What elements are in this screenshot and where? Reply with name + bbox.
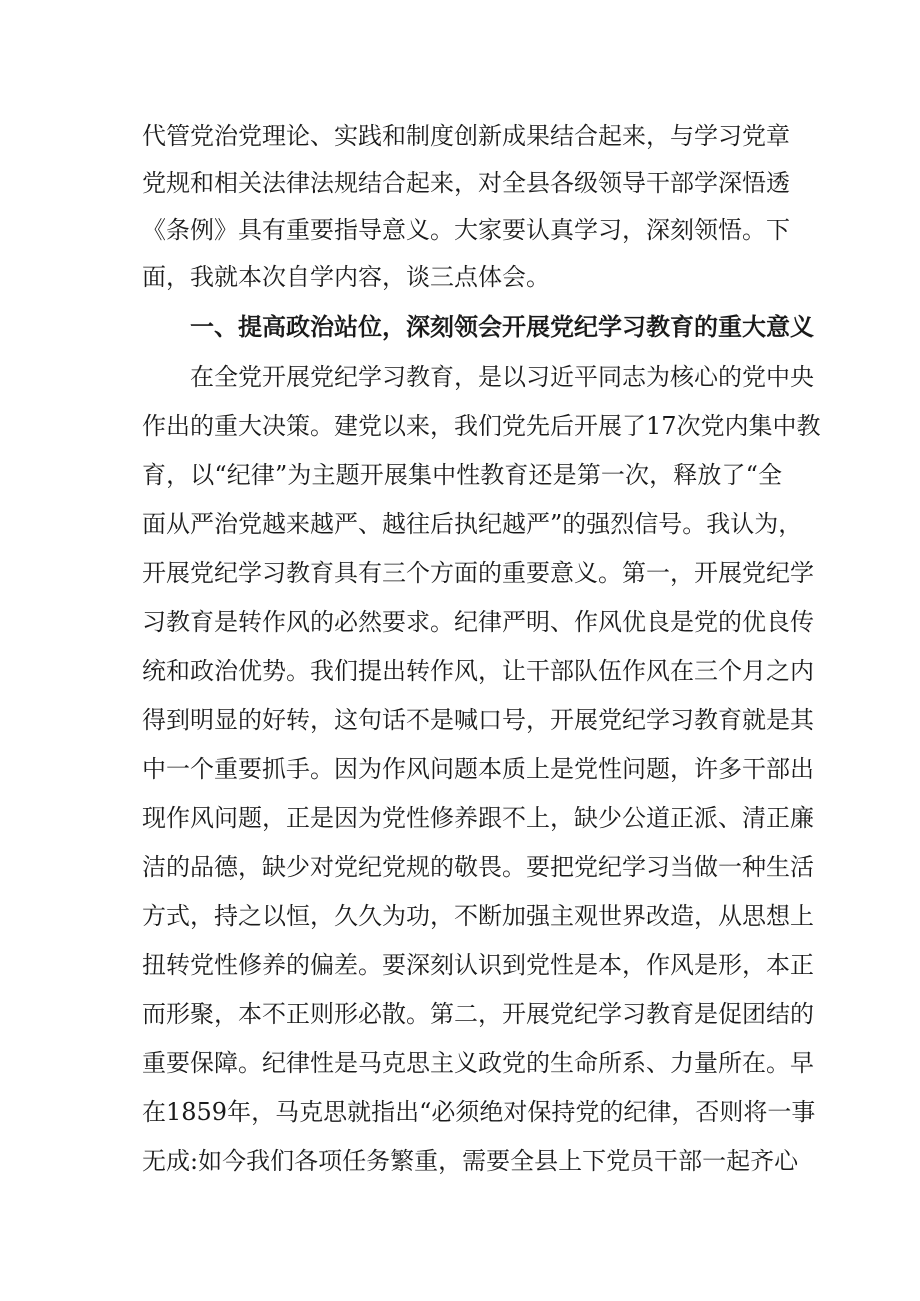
paragraph-line: 无成:如今我们各项任务繁重，需要全县上下党员干部一起齐心 [142, 1147, 799, 1175]
paragraph-line: 中一个重要抓手。因为作风问题本质上是党性问题，许多干部出 [142, 755, 814, 783]
paragraph-line: 现作风问题，正是因为党性修养跟不上，缺少公道正派、清正廉 [142, 804, 814, 832]
paragraph-line: 重要保障。纪律性是马克思主义政党的生命所系、力量所在。早 [142, 1049, 814, 1077]
paragraph-line: 习教育是转作风的必然要求。纪律严明、作风优良是党的优良传 [142, 608, 814, 636]
paragraph-line: 育，以“纪律”为主题开展集中性教育还是第一次，释放了“全 [142, 461, 782, 489]
section-heading: 一、提高政治站位，深刻领会开展党纪学习教育的重大意义 [190, 313, 814, 341]
paragraph-line: 面从严治党越来越严、越往后执纪越严”的强烈信号。我认为， [142, 510, 803, 538]
paragraph-line: 《条例》具有重要指导意义。大家要认真学习，深刻领悟。下 [142, 216, 790, 244]
paragraph-line: 而形聚，本不正则形必散。第二，开展党纪学习教育是促团结的 [142, 1000, 814, 1028]
paragraph-line: 面，我就本次自学内容，谈三点体会。 [142, 263, 550, 291]
paragraph-line: 代管党治党理论、实践和制度创新成果结合起来，与学习党章 [142, 122, 790, 150]
paragraph-line: 在全党开展党纪学习教育，是以习近平同志为核心的党中央 [190, 363, 814, 391]
paragraph-line: 开展党纪学习教育具有三个方面的重要意义。第一，开展党纪学 [142, 559, 814, 587]
paragraph-line: 统和政治优势。我们提出转作风，让干部队伍作风在三个月之内 [142, 657, 814, 685]
paragraph-line: 作出的重大决策。建党以来，我们党先后开展了17次党内集中教 [142, 412, 821, 440]
paragraph-line: 得到明显的好转，这句话不是喊口号，开展党纪学习教育就是其 [142, 706, 814, 734]
paragraph-line: 在1859年，马克思就指出“必须绝对保持党的纪律，否则将一事 [142, 1098, 816, 1126]
paragraph-line: 方式，持之以恒，久久为功，不断加强主观世界改造，从思想上 [142, 902, 814, 930]
paragraph-line: 扭转党性修养的偏差。要深刻认识到党性是本，作风是形，本正 [142, 951, 814, 979]
paragraph-line: 党规和相关法律法规结合起来，对全县各级领导干部学深悟透 [142, 169, 790, 197]
paragraph-line: 洁的品德，缺少对党纪党规的敬畏。要把党纪学习当做一种生活 [142, 853, 814, 881]
